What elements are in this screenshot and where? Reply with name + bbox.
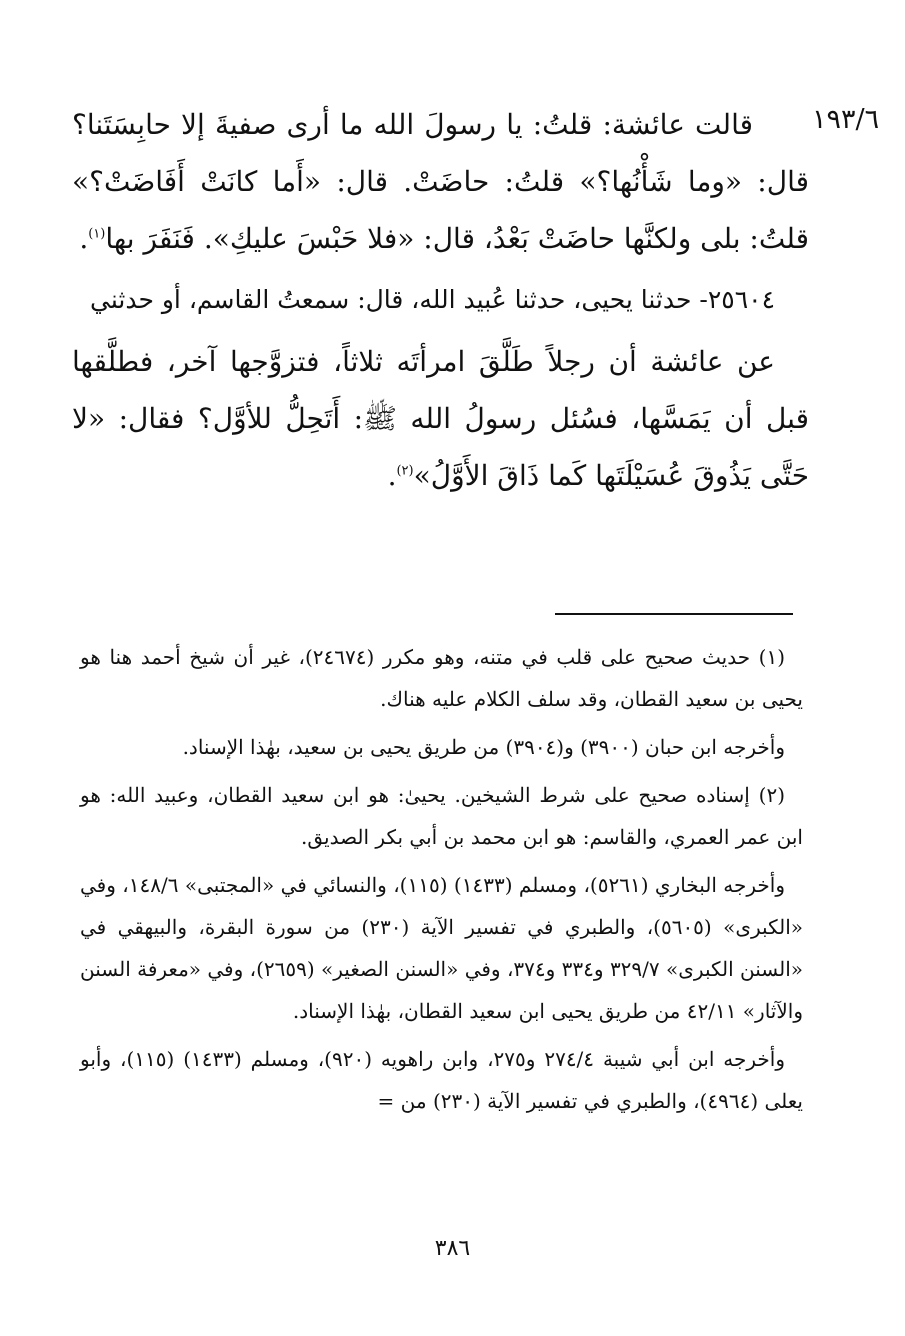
footnote-paragraph: وأخرجه البخاري (٥٢٦١)، ومسلم (١٤٣٣) (١١٥)، والنسائي في «المجتبى» ١٤٨/٦، وفي «الكبرى» (٥٦٠٥)، والطبري في تفسير الآية (٢٣٠) من سورة البقرة، والبيهقي في «السنن الكبرى» ٣٢٩/٧ و٣٣٤ و٣٧٤، وفي «السنن الصغير» (٢٦٥٩)، وفي «معرفة السنن والآثار» ٤٢/١١ من طريق يحيى ابن سعيد القطان، بهٰذا الإسناد. bbox=[80, 873, 804, 1023]
footnote-paragraph: (٢) إسناده صحيح على شرط الشيخين. يحيىٰ: هو ابن سعيد القطان، وعبيد الله: هو ابن عمر العمري، والقاسم: هو ابن محمد بن أبي بكر الصديق. bbox=[80, 783, 803, 849]
footnote-paragraph: وأخرجه ابن أبي شيبة ٢٧٤/٤ و٢٧٥، وابن راهويه (٩٢٠)، ومسلم (١٤٣٣) (١١٥)، وأبو يعلى (٤٩٦٤)، والطبري في تفسير الآية (٢٣٠) من = bbox=[80, 1047, 803, 1113]
narration-end-punctuation: . bbox=[79, 222, 89, 255]
footnotes-section bbox=[80, 636, 803, 1128]
footnote-marker-2: (٢) bbox=[396, 463, 414, 479]
footnote-divider bbox=[555, 613, 793, 615]
hadith-end-punctuation: . bbox=[387, 459, 397, 492]
hadith-body-text: عن عائشة أن رجلاً طَلَّقَ امرأتَه ثلاثاً، فتزوَّجها آخر، فطلَّقها قبل أن يَمَسَّها، فسُئل رسولُ الله ﷺ: أَتَحِلُّ للأوَّل؟ فقال: «لا حَتَّى يَذُوقَ عُسَيْلَتَها كَما ذَاقَ الأَوَّلُ» bbox=[72, 345, 810, 492]
page-number: ٣٨٦ bbox=[434, 1236, 471, 1261]
volume-page-reference: ١٩٣/٦ bbox=[812, 104, 880, 135]
hadith-text bbox=[72, 333, 809, 504]
main-text bbox=[72, 96, 809, 504]
footnote-paragraph: (١) حديث صحيح على قلب في متنه، وهو مكرر (٢٤٦٧٤)، غير أن شيخ أحمد هنا هو يحيى بن سعيد القطان، وقد سلف الكلام عليه هناك. bbox=[80, 645, 803, 711]
narration-paragraph bbox=[72, 96, 809, 267]
footnote-paragraph: وأخرجه ابن حبان (٣٩٠٠) و(٣٩٠٤) من طريق يحيى بن سعيد، بهٰذا الإسناد. bbox=[182, 735, 785, 759]
footnote-marker-1: (١) bbox=[88, 226, 106, 242]
narration-text: قالت عائشة: قلتُ: يا رسولَ الله ما أرى صفيةَ إلا حابِسَتَنا؟ قال: «وما شَأْنُها؟» قلتُ: حاضَتْ. قال: «أَما كانَتْ أَفَاضَتْ؟» قلتُ: بلى ولكنَّها حاضَتْ بَعْدُ، قال: «فلا حَبْسَ عليكِ». فَنَفَرَ بها bbox=[72, 108, 809, 255]
hadith-chain: ٢٥٦٠٤- حدثنا يحيى، حدثنا عُبيد الله، قال: سمعتُ القاسم، أو حدثني bbox=[89, 285, 775, 314]
